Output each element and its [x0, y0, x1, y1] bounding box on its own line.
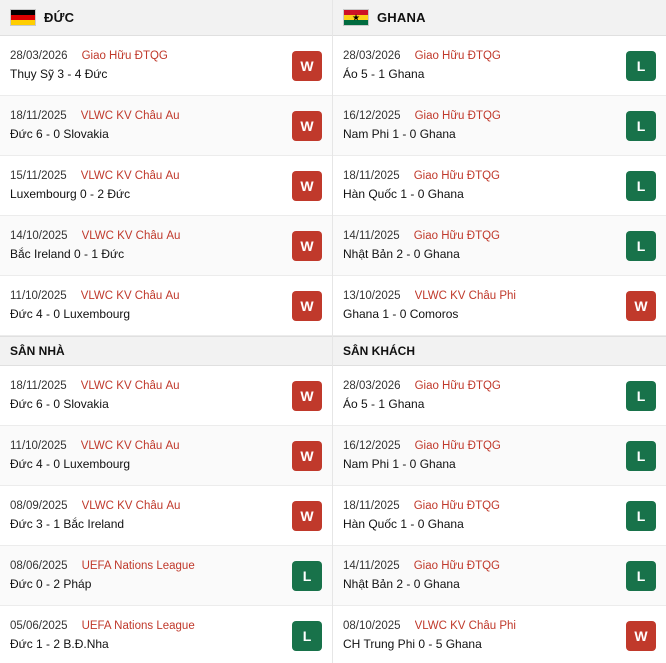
match-result-badge: W [292, 111, 322, 141]
match-score: Luxembourg 0 - 2 Đức [10, 187, 131, 201]
match-info [10, 50, 284, 81]
match-result-badge: W [292, 381, 322, 411]
match-date: 11/10/2025 [10, 440, 67, 452]
match-info [10, 290, 284, 321]
match-competition: Giao Hữu ĐTQG [413, 500, 501, 512]
match-info [343, 620, 618, 651]
team-header-right [333, 0, 666, 36]
match-meta [343, 110, 618, 122]
match-meta [10, 170, 284, 182]
match-score: Nhật Bản 2 - 0 Ghana [343, 247, 460, 261]
match-score: Đức 4 - 0 Luxembourg [10, 457, 131, 471]
match-competition: Giao Hữu ĐTQG [413, 230, 501, 242]
match-result-badge: W [292, 441, 322, 471]
match-competition: VLWC KV Châu Phi [414, 620, 516, 632]
match-competition: UEFA Nations League [81, 620, 195, 632]
match-competition: VLWC KV Châu Âu [80, 380, 180, 392]
match-meta [343, 620, 618, 632]
match-info [10, 230, 284, 261]
match-score: Nam Phi 1 - 0 Ghana [343, 127, 456, 141]
match-meta [10, 380, 284, 392]
match-score: Hàn Quốc 1 - 0 Ghana [343, 517, 464, 531]
match-row[interactable] [333, 546, 666, 606]
match-result-badge: L [626, 561, 656, 591]
match-row[interactable] [0, 96, 332, 156]
match-competition: VLWC KV Châu Phi [414, 290, 516, 302]
match-result-badge: L [626, 231, 656, 261]
match-score: CH Trung Phi 0 - 5 Ghana [343, 637, 482, 651]
match-result-badge: W [626, 621, 656, 651]
match-score: Đức 4 - 0 Luxembourg [10, 307, 131, 321]
match-competition: Giao Hữu ĐTQG [414, 50, 501, 62]
match-info [10, 560, 284, 591]
team-name-left: ĐỨC [44, 10, 75, 25]
match-info [343, 380, 618, 411]
match-meta [10, 290, 284, 302]
match-date: 28/03/2026 [343, 50, 401, 62]
match-meta [10, 440, 284, 452]
match-row[interactable] [333, 96, 666, 156]
match-date: 05/06/2025 [10, 620, 68, 632]
match-row[interactable] [0, 366, 332, 426]
match-competition: VLWC KV Châu Âu [81, 230, 181, 242]
match-score: Thụy Sỹ 3 - 4 Đức [10, 67, 108, 81]
match-meta [343, 50, 618, 62]
match-competition: Giao Hữu ĐTQG [413, 560, 501, 572]
match-competition: Giao Hữu ĐTQG [81, 50, 168, 62]
match-result-badge: L [626, 441, 656, 471]
match-row[interactable] [0, 216, 332, 276]
match-row[interactable] [0, 546, 332, 606]
match-meta [10, 560, 284, 572]
match-competition: VLWC KV Châu Âu [80, 440, 180, 452]
match-info [343, 440, 618, 471]
match-date: 08/09/2025 [10, 500, 68, 512]
match-date: 16/12/2025 [343, 110, 401, 122]
match-meta [343, 380, 618, 392]
section-label-away: SÂN KHÁCH [333, 336, 666, 366]
match-date: 15/11/2025 [10, 170, 67, 182]
match-info [343, 560, 618, 591]
match-date: 11/10/2025 [10, 290, 67, 302]
match-score: Nhật Bản 2 - 0 Ghana [343, 577, 460, 591]
match-competition: Giao Hữu ĐTQG [414, 380, 501, 392]
match-score: Bắc Ireland 0 - 1 Đức [10, 247, 125, 261]
match-meta [10, 230, 284, 242]
match-score: Đức 6 - 0 Slovakia [10, 397, 109, 411]
match-meta [10, 50, 284, 62]
match-competition: Giao Hữu ĐTQG [414, 110, 501, 122]
match-row[interactable] [0, 276, 332, 336]
match-competition: VLWC KV Châu Âu [81, 500, 181, 512]
match-result-badge: L [626, 501, 656, 531]
match-score: Đức 6 - 0 Slovakia [10, 127, 109, 141]
match-score: Nam Phi 1 - 0 Ghana [343, 457, 456, 471]
match-info [343, 110, 618, 141]
match-info [343, 170, 618, 201]
match-competition: VLWC KV Châu Âu [80, 290, 180, 302]
match-score: Đức 3 - 1 Bắc Ireland [10, 517, 125, 531]
match-row[interactable] [333, 486, 666, 546]
match-row[interactable] [333, 366, 666, 426]
match-row[interactable] [333, 426, 666, 486]
match-result-badge: W [626, 291, 656, 321]
match-date: 16/12/2025 [343, 440, 401, 452]
match-row[interactable] [333, 606, 666, 663]
match-date: 14/11/2025 [343, 230, 400, 242]
match-info [343, 290, 618, 321]
match-date: 14/11/2025 [343, 560, 400, 572]
team-name-right: GHANA [377, 10, 426, 25]
match-score: Ghana 1 - 0 Comoros [343, 307, 459, 321]
match-date: 18/11/2025 [10, 380, 67, 392]
match-row[interactable] [0, 426, 332, 486]
match-result-badge: W [292, 291, 322, 321]
home-matches-list-left [0, 366, 332, 663]
match-meta [343, 560, 618, 572]
match-info [10, 380, 284, 411]
match-score: Đức 0 - 2 Pháp [10, 577, 92, 591]
match-result-badge: L [626, 111, 656, 141]
match-row[interactable] [0, 36, 332, 96]
match-info [343, 230, 618, 261]
match-meta [10, 620, 284, 632]
ghana-flag-icon: ★ [343, 9, 369, 26]
match-date: 28/03/2026 [343, 380, 401, 392]
match-date: 18/11/2025 [343, 500, 400, 512]
match-competition: VLWC KV Châu Âu [80, 170, 180, 182]
match-meta [343, 230, 618, 242]
away-matches-list-right [333, 366, 666, 663]
match-date: 08/10/2025 [343, 620, 401, 632]
match-row[interactable] [333, 156, 666, 216]
match-date: 13/10/2025 [343, 290, 401, 302]
match-result-badge: L [626, 381, 656, 411]
match-info [10, 500, 284, 531]
match-competition: UEFA Nations League [81, 560, 195, 572]
match-meta [343, 290, 618, 302]
section-label-home: SÂN NHÀ [0, 336, 332, 366]
match-competition: VLWC KV Châu Âu [80, 110, 180, 122]
match-result-badge: W [292, 231, 322, 261]
match-info [10, 620, 284, 651]
match-result-badge: W [292, 501, 322, 531]
match-row[interactable] [0, 606, 332, 663]
team-header-left [0, 0, 332, 36]
germany-flag-icon [10, 9, 36, 26]
match-date: 08/06/2025 [10, 560, 68, 572]
match-date: 28/03/2026 [10, 50, 68, 62]
match-row[interactable] [333, 36, 666, 96]
match-meta [343, 500, 618, 512]
match-result-badge: L [626, 171, 656, 201]
match-result-badge: L [292, 561, 322, 591]
match-row[interactable] [0, 156, 332, 216]
match-info [343, 50, 618, 81]
match-date: 14/10/2025 [10, 230, 68, 242]
match-result-badge: W [292, 51, 322, 81]
match-score: Hàn Quốc 1 - 0 Ghana [343, 187, 464, 201]
match-meta [10, 500, 284, 512]
match-meta [343, 170, 618, 182]
match-meta [343, 440, 618, 452]
match-info [10, 440, 284, 471]
team-column-right [333, 0, 666, 663]
match-date: 18/11/2025 [343, 170, 400, 182]
match-date: 18/11/2025 [10, 110, 67, 122]
match-row[interactable] [0, 486, 332, 546]
match-info [343, 500, 618, 531]
match-score: Áo 5 - 1 Ghana [343, 397, 425, 411]
match-row[interactable] [333, 276, 666, 336]
match-info [10, 170, 284, 201]
match-info [10, 110, 284, 141]
recent-matches-list-left [0, 36, 332, 336]
match-competition: Giao Hữu ĐTQG [413, 170, 501, 182]
match-competition: Giao Hữu ĐTQG [414, 440, 501, 452]
match-result-badge: L [292, 621, 322, 651]
match-result-badge: W [292, 171, 322, 201]
match-score: Đức 1 - 2 B.Đ.Nha [10, 637, 109, 651]
match-result-badge: L [626, 51, 656, 81]
match-score: Áo 5 - 1 Ghana [343, 67, 425, 81]
match-row[interactable] [333, 216, 666, 276]
recent-matches-list-right [333, 36, 666, 336]
match-meta [10, 110, 284, 122]
